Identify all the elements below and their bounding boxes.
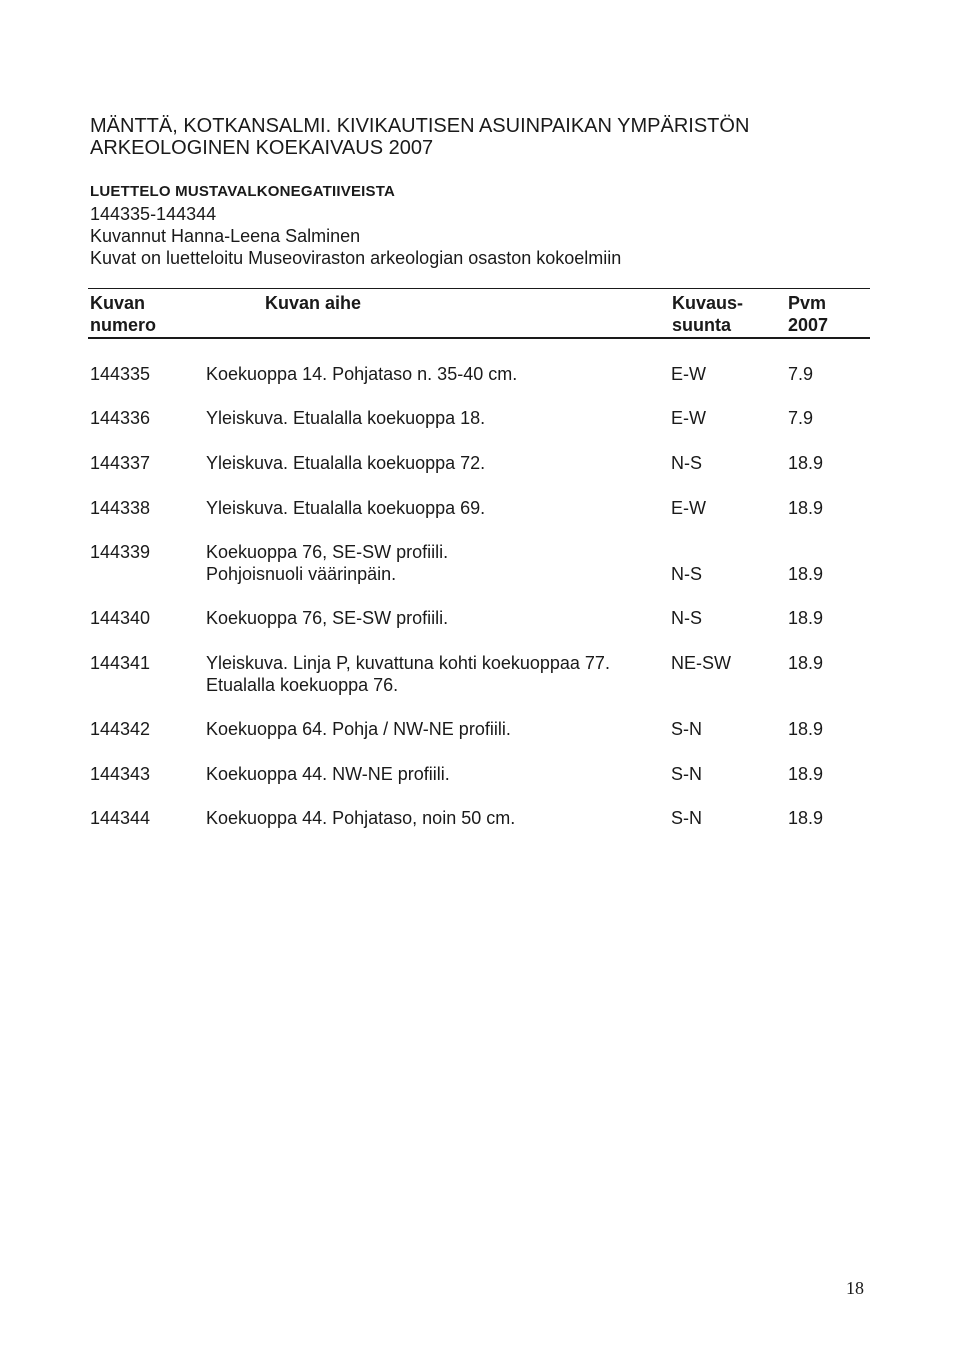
description-line: Etualalla koekuoppa 76. bbox=[206, 675, 399, 695]
photo-number: 144342 bbox=[90, 719, 151, 739]
photo-date: 18.9 bbox=[788, 719, 824, 739]
header-date-line2: 2007 bbox=[788, 315, 829, 335]
shooting-direction: N-S bbox=[671, 453, 702, 473]
photo-description bbox=[206, 541, 448, 585]
photo-date: 18.9 bbox=[788, 653, 824, 673]
photo-number: 144338 bbox=[90, 498, 151, 518]
photo-date: 18.9 bbox=[788, 564, 824, 584]
document-title bbox=[90, 115, 749, 159]
description-line: Yleiskuva. Etualalla koekuoppa 69. bbox=[206, 498, 486, 518]
table-top-rule bbox=[88, 288, 870, 289]
shooting-direction: N-S bbox=[671, 564, 702, 584]
header-direction-line1: Kuvaus- bbox=[672, 293, 744, 313]
photo-date: 18.9 bbox=[788, 453, 824, 473]
photo-number: 144337 bbox=[90, 453, 151, 473]
shooting-direction: E-W bbox=[671, 408, 706, 428]
description-line: Yleiskuva. Etualalla koekuoppa 72. bbox=[206, 453, 486, 473]
list-subheading: LUETTELO MUSTAVALKONEGATIIVEISTA bbox=[90, 183, 396, 200]
photo-description bbox=[206, 763, 450, 785]
header-date-line1: Pvm bbox=[788, 293, 827, 313]
header-photo-number-line1: Kuvan bbox=[90, 293, 146, 313]
shooting-direction: S-N bbox=[671, 719, 702, 739]
photo-date: 18.9 bbox=[788, 608, 824, 628]
photo-date: 7.9 bbox=[788, 364, 814, 384]
photo-description bbox=[206, 807, 515, 829]
photo-description bbox=[206, 652, 610, 696]
description-line: Yleiskuva. Etualalla koekuoppa 18. bbox=[206, 408, 486, 428]
negative-range: 144335-144344 bbox=[90, 204, 217, 224]
photo-description bbox=[206, 497, 485, 519]
description-line: Koekuoppa 44. Pohjataso, noin 50 cm. bbox=[206, 808, 516, 828]
description-line: Pohjoisnuoli väärinpäin. bbox=[206, 564, 397, 584]
photo-date: 18.9 bbox=[788, 764, 824, 784]
description-line: Koekuoppa 76, SE-SW profiili. bbox=[206, 608, 449, 628]
header-photo-number-line2: numero bbox=[90, 315, 157, 335]
photo-description bbox=[206, 452, 485, 474]
description-line: Koekuoppa 14. Pohjataso n. 35-40 cm. bbox=[206, 364, 518, 384]
page-number: 18 bbox=[846, 1278, 864, 1298]
description-line: Yleiskuva. Linja P, kuvattuna kohti koekuoppaa 77. bbox=[206, 653, 610, 673]
shooting-direction: NE-SW bbox=[671, 653, 731, 673]
photo-number: 144335 bbox=[90, 364, 151, 384]
catalog-note: Kuvat on luetteloitu Museoviraston arkeologian osaston kokoelmiin bbox=[90, 248, 622, 268]
photo-date: 18.9 bbox=[788, 498, 824, 518]
header-photo-number bbox=[90, 292, 156, 336]
shooting-direction: S-N bbox=[671, 808, 702, 828]
document-meta bbox=[90, 181, 621, 269]
shooting-direction: N-S bbox=[671, 608, 702, 628]
description-line: Koekuoppa 64. Pohja / NW-NE profiili. bbox=[206, 719, 511, 739]
photo-number: 144336 bbox=[90, 408, 151, 428]
header-direction bbox=[672, 292, 743, 336]
title-line-1: MÄNTTÄ, KOTKANSALMI. KIVIKAUTISEN ASUINPAIKAN YMPÄRISTÖN bbox=[90, 115, 750, 137]
description-line: Koekuoppa 44. NW-NE profiili. bbox=[206, 764, 450, 784]
photo-number: 144343 bbox=[90, 764, 151, 784]
photo-description bbox=[206, 607, 448, 629]
photographer: Kuvannut Hanna-Leena Salminen bbox=[90, 226, 361, 246]
header-subject: Kuvan aihe bbox=[265, 293, 362, 313]
photo-description bbox=[206, 363, 517, 385]
table-header-rule bbox=[88, 337, 870, 339]
photo-date: 7.9 bbox=[788, 408, 814, 428]
photo-description bbox=[206, 718, 511, 740]
photo-number: 144341 bbox=[90, 653, 151, 673]
description-line: Koekuoppa 76, SE-SW profiili. bbox=[206, 542, 449, 562]
shooting-direction: E-W bbox=[671, 498, 706, 518]
photo-number: 144339 bbox=[90, 542, 151, 562]
header-date bbox=[788, 292, 828, 336]
shooting-direction: S-N bbox=[671, 764, 702, 784]
photo-number: 144344 bbox=[90, 808, 151, 828]
photo-date: 18.9 bbox=[788, 808, 824, 828]
shooting-direction: E-W bbox=[671, 364, 706, 384]
photo-number: 144340 bbox=[90, 608, 151, 628]
header-direction-line2: suunta bbox=[672, 315, 732, 335]
title-line-2: ARKEOLOGINEN KOEKAIVAUS 2007 bbox=[90, 137, 434, 159]
photo-description bbox=[206, 407, 485, 429]
